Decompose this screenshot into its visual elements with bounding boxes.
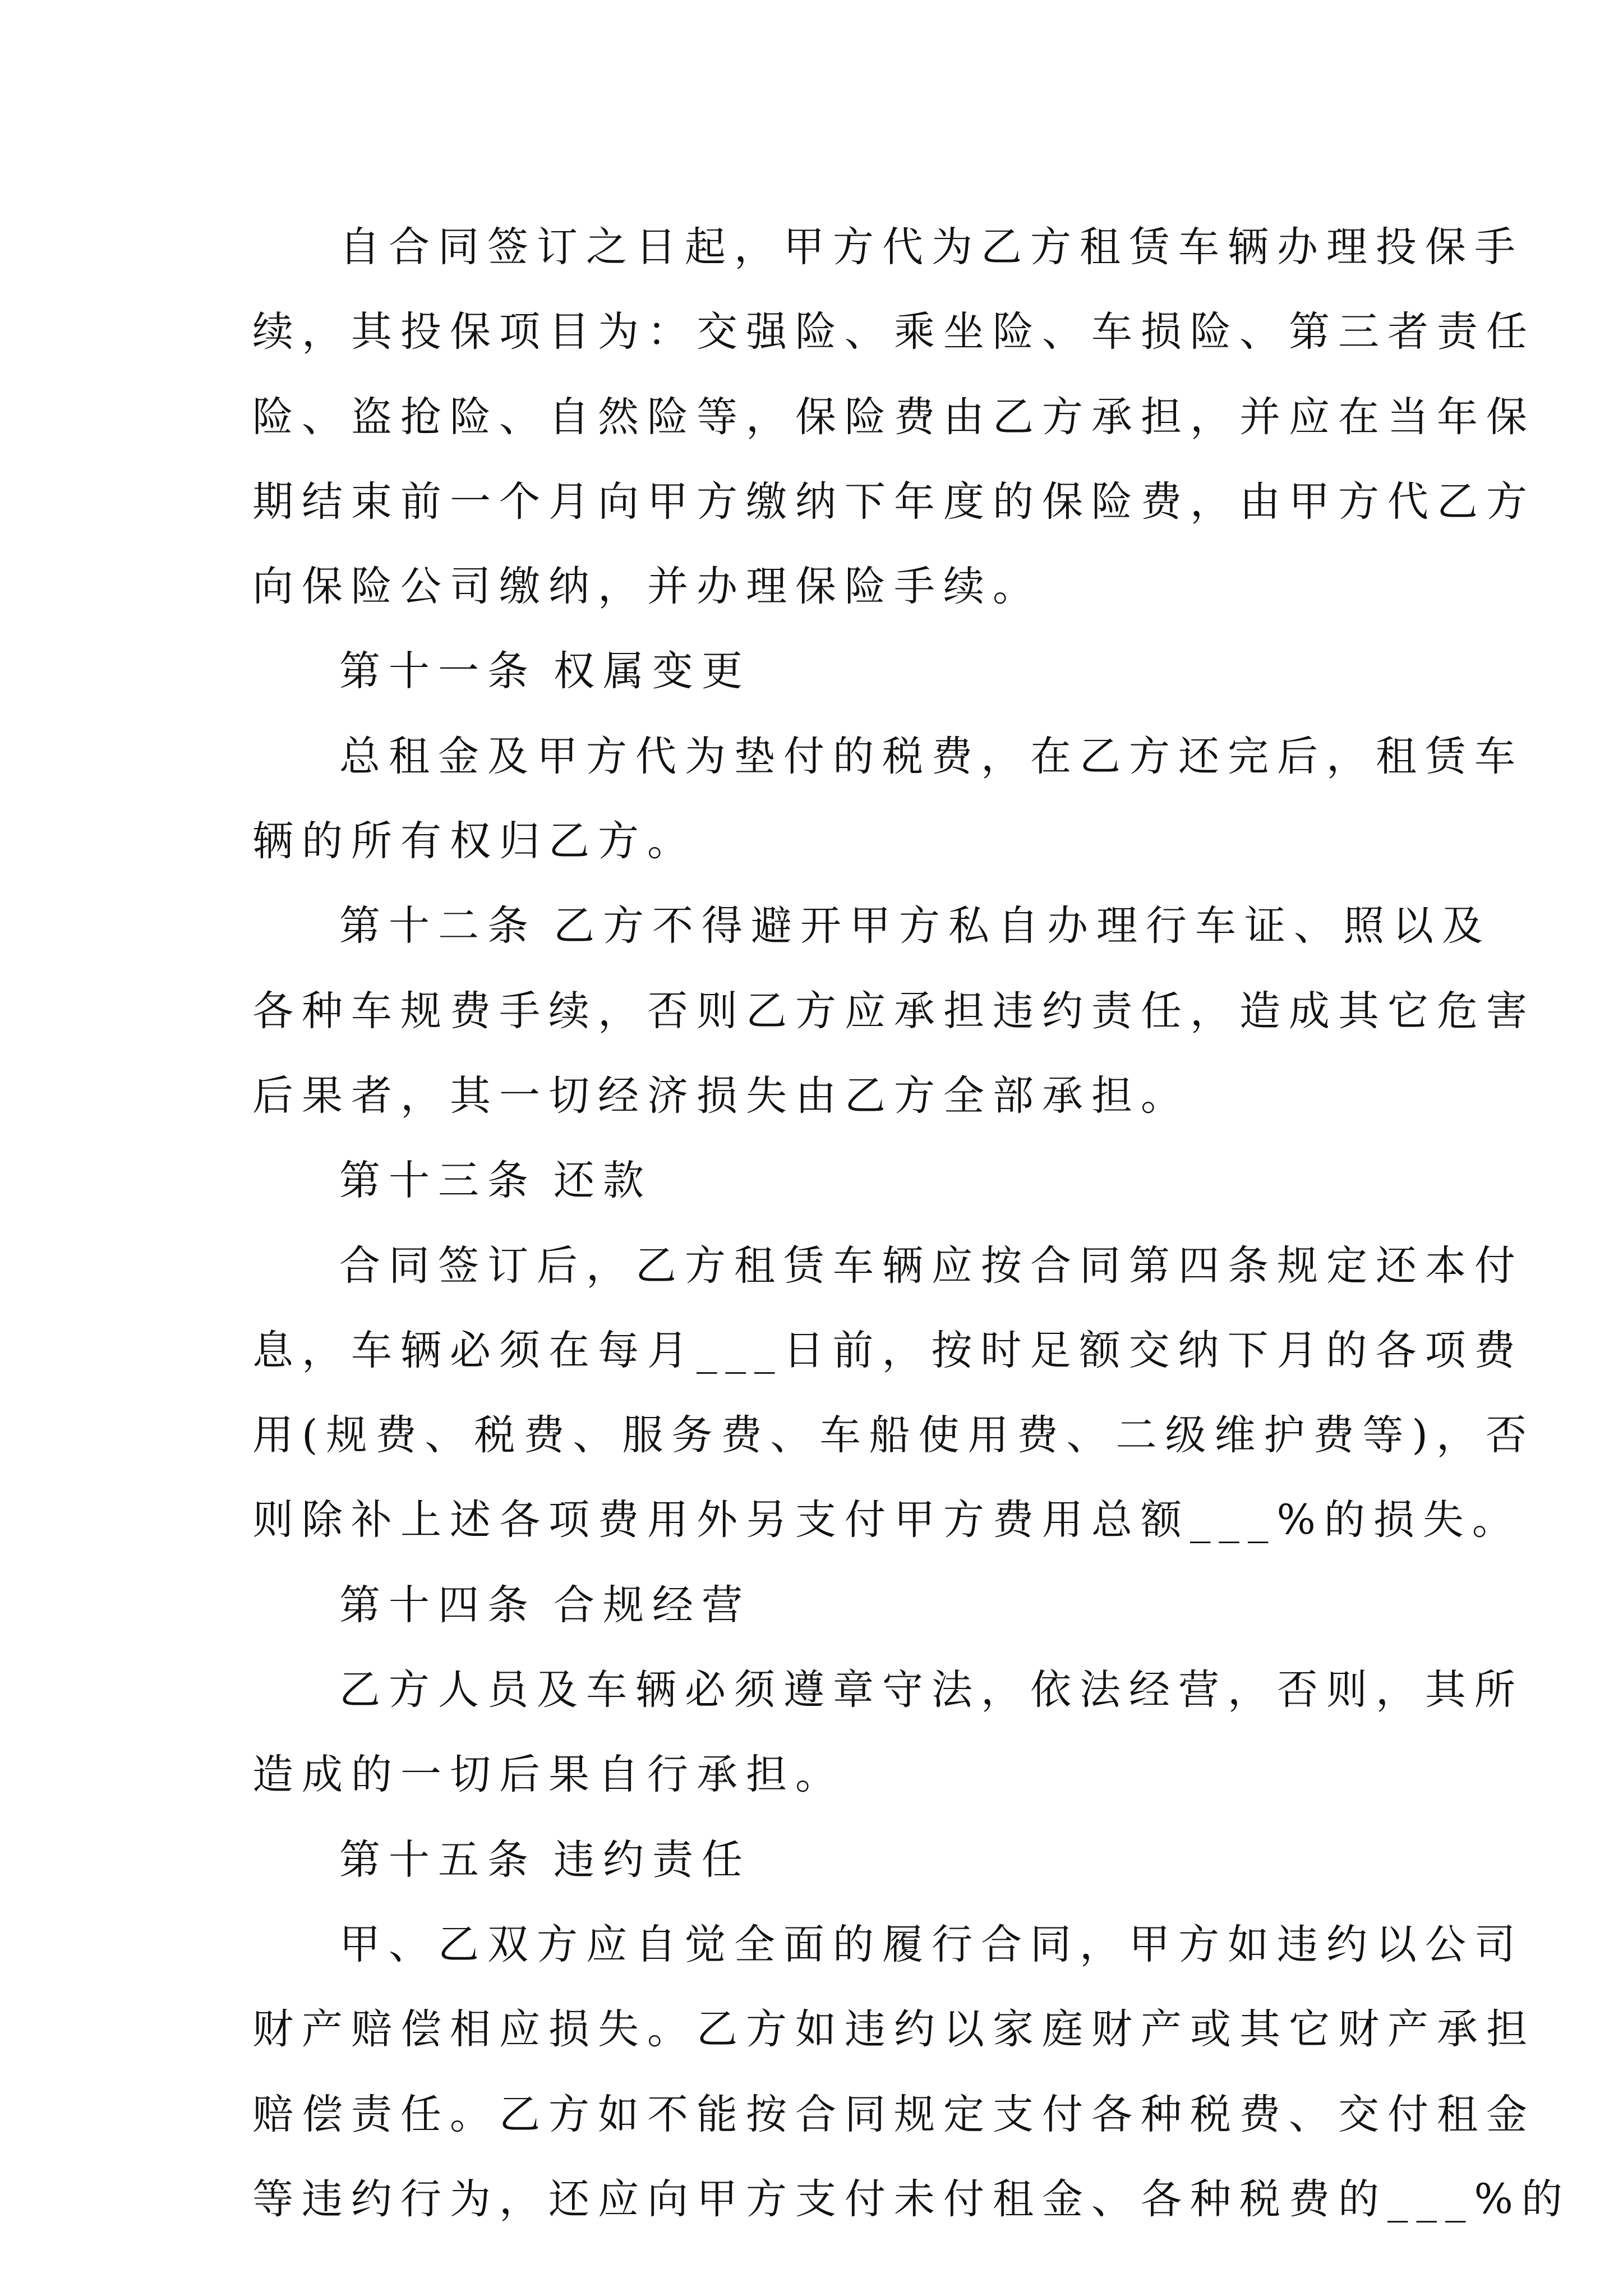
article-number: 第十四条 [339, 1581, 537, 1629]
article-15 [252, 1818, 1571, 2242]
paragraph-insurance [252, 205, 1536, 629]
article-11 [252, 629, 1524, 884]
text-line: 息，车辆必须在每月___日前，按时足额交纳下月的各项费 [252, 1326, 1524, 1374]
article-title: 权属变更 [554, 647, 751, 696]
article-13 [252, 1138, 1535, 1562]
text-line: 财产赔偿相应损失。乙方如违约以家庭财产或其它财产承担 [252, 2005, 1536, 2054]
text-line: 等违约行为，还应向甲方支付未付租金、各种税费的___%的 [252, 2175, 1571, 2223]
article-heading [252, 884, 1491, 968]
article-title: 合规经营 [554, 1581, 751, 1629]
text-line: 自合同签订之日起，甲方代为乙方租赁车辆办理投保手 [339, 223, 1524, 271]
text-line: 用(规费、税费、服务费、车船使用费、二级维护费等)，否 [252, 1411, 1535, 1460]
article-heading [252, 1818, 1391, 1902]
article-number: 第十五条 [339, 1835, 537, 1884]
article-number: 第十一条 [339, 647, 537, 696]
article-heading [252, 629, 1391, 714]
article-number: 第十三条 [339, 1157, 537, 1205]
article-title: 违约责任 [554, 1835, 751, 1884]
article-number: 第十二条 [339, 902, 537, 950]
text-line: 后果者，其一切经济损失由乙方全部承担。 [252, 1071, 1190, 1120]
article-title: 还款 [554, 1157, 652, 1205]
text-line: 向保险公司缴纳，并办理保险手续。 [252, 563, 1042, 611]
text-line: 总租金及甲方代为垫付的税费，在乙方还完后，租赁车 [339, 732, 1524, 780]
text-line: 乙方人员及车辆必须遵章守法，依法经营，否则，其所 [339, 1666, 1524, 1714]
text-line: 合同签订后，乙方租赁车辆应按合同第四条规定还本付 [339, 1241, 1524, 1290]
article-heading [252, 1563, 1391, 1648]
article-text-start: 乙方不得避开甲方私自办理行车证、照以及 [554, 902, 1491, 950]
text-line: 则除补上述各项费用外另支付甲方费用总额___%的损失。 [252, 1496, 1521, 1544]
text-line: 各种车规费手续，否则乙方应承担违约责任，造成其它危害 [252, 987, 1536, 1035]
article-12 [252, 884, 1536, 1138]
text-line: 造成的一切后果自行承担。 [252, 1751, 845, 1799]
text-line: 赔偿责任。乙方如不能按合同规定支付各种税费、交付租金 [252, 2090, 1536, 2138]
text-line: 险、盗抢险、自然险等，保险费由乙方承担，并应在当年保 [252, 393, 1536, 441]
text-line: 期结束前一个月向甲方缴纳下年度的保险费，由甲方代乙方 [252, 477, 1536, 526]
text-line: 辆的所有权归乙方。 [252, 817, 697, 866]
article-heading [252, 1138, 1391, 1223]
text-line: 甲、乙双方应自觉全面的履行合同，甲方如违约以公司 [339, 1920, 1524, 1968]
text-line: 续，其投保项目为：交强险、乘坐险、车损险、第三者责任 [252, 308, 1536, 356]
document-page [252, 205, 1571, 2242]
article-14 [252, 1563, 1524, 1818]
